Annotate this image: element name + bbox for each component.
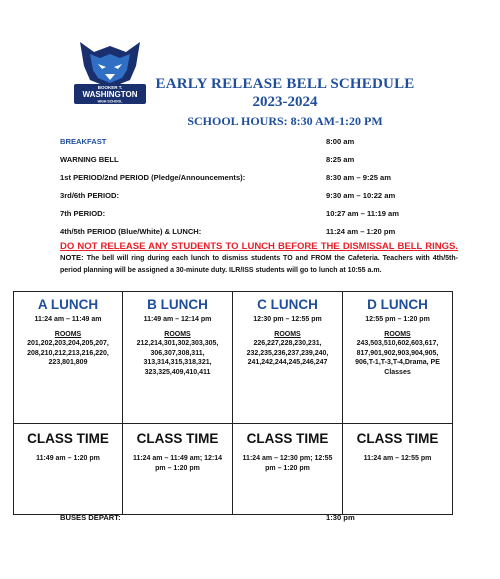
- schedule-time: 11:24 am – 1:20 pm: [326, 227, 396, 236]
- lunch-grid: [13, 291, 453, 515]
- schedule-time: 8:00 am: [326, 137, 355, 146]
- schedule-row-warning-bell: [60, 151, 460, 169]
- schedule-row-period-1-2: [60, 169, 460, 187]
- class-time-value: 11:24 am – 12:30 pm; 12:55 pm – 1:20 pm: [242, 455, 333, 472]
- lunch-name: A LUNCH: [37, 297, 99, 312]
- rooms-list: 201,202,203,204,205,207, 208,210,212,213,216,220, 223,801,809: [27, 340, 109, 366]
- class-time-heading: CLASS TIME: [356, 431, 439, 446]
- buses-label: BUSES DEPART:: [60, 513, 121, 522]
- schedule-row-breakfast: [60, 133, 460, 151]
- dismissal-notice: [60, 241, 458, 276]
- title-line-1: EARLY RELEASE BELL SCHEDULE: [155, 76, 415, 92]
- period-schedule: [60, 133, 460, 241]
- class-time-cell-b: [123, 424, 233, 514]
- schedule-label: WARNING BELL: [60, 155, 119, 164]
- lunch-cell-a: [14, 292, 123, 424]
- schedule-label: 1st PERIOD/2nd PERIOD (Pledge/Announcements):: [60, 173, 246, 182]
- class-time-heading: CLASS TIME: [246, 431, 329, 446]
- lunch-cell-d: [343, 292, 452, 424]
- logo-text-line2: WASHINGTON: [82, 90, 138, 99]
- logo-text-line3: HIGH SCHOOL: [97, 99, 123, 104]
- note-label: NOTE:: [60, 253, 84, 262]
- rooms-list: 243,503,510,602,603,617, 817,901,902,903,904,905, 906,T-1,T-3,T-4,Drama, PE Classes: [355, 340, 440, 376]
- class-time-cell-a: [14, 424, 123, 514]
- class-time-value: 11:24 am – 12:55 pm: [363, 455, 432, 462]
- schedule-row-period-4-5-lunch: [60, 223, 460, 241]
- rooms-heading: ROOMS: [384, 331, 411, 338]
- rooms-list: 212,214,301,302,303,305, 306,307,308,311, 313,314,315,318,321, 323,325,409,410,411: [136, 340, 219, 376]
- title-line-3: SCHOOL HOURS: 8:30 AM-1:20 PM: [187, 114, 383, 128]
- lunch-time: 11:49 am – 12:14 pm: [143, 316, 212, 323]
- schedule-label: 4th/5th PERIOD (Blue/White) & LUNCH:: [60, 227, 202, 236]
- buses-time: 1:30 pm: [326, 513, 355, 522]
- lunch-time: 12:55 pm – 1:20 pm: [365, 316, 430, 323]
- lunch-time: 11:24 am – 11:49 am: [34, 316, 102, 323]
- logo-text-line1: BOOKER T.: [97, 85, 123, 90]
- lunch-name: D LUNCH: [367, 297, 428, 312]
- schedule-title: [120, 76, 450, 129]
- schedule-row-period-7: [60, 205, 460, 223]
- schedule-time: 8:30 am – 9:25 am: [326, 173, 392, 182]
- class-time-cell-c: [233, 424, 343, 514]
- schedule-time: 10:27 am – 11:19 am: [326, 209, 400, 218]
- lunch-name: B LUNCH: [147, 297, 208, 312]
- class-time-heading: CLASS TIME: [27, 431, 109, 446]
- rooms-heading: ROOMS: [274, 331, 301, 338]
- lunch-name: C LUNCH: [257, 297, 318, 312]
- rooms-heading: ROOMS: [164, 331, 191, 338]
- class-time-value: 11:49 am – 1:20 pm: [36, 455, 100, 462]
- class-time-value: 11:24 am – 11:49 am; 12:14 pm – 1:20 pm: [132, 455, 223, 472]
- title-line-2: 2023-2024: [252, 94, 318, 110]
- dismissal-warning: DO NOT RELEASE ANY STUDENTS TO LUNCH BEFORE THE DISMISSAL BELL RINGS.: [60, 241, 458, 252]
- rooms-heading: ROOMS: [54, 331, 82, 338]
- lunch-cell-b: [123, 292, 233, 424]
- class-time-heading: CLASS TIME: [136, 431, 219, 446]
- rooms-list: 226,227,228,230,231, 232,235,236,237,239,240, 241,242,244,245,246,247: [246, 340, 329, 366]
- schedule-label: 3rd/6th PERIOD:: [60, 191, 120, 200]
- schedule-row-period-3-6: [60, 187, 460, 205]
- schedule-label: 7th PERIOD:: [60, 209, 106, 218]
- schedule-time: 8:25 am: [326, 155, 355, 164]
- class-time-cell-d: [343, 424, 452, 514]
- note-text: The bell will ring during each lunch to dismiss students TO and FROM the Cafeteria. Teachers with 4th/5th-period planning will be assigned a 30-minute duty. ILR/ISS students will go to lunch at 10:55 a.m.: [60, 255, 458, 274]
- lunch-cell-c: [233, 292, 343, 424]
- schedule-time: 9:30 am – 10:22 am: [326, 191, 396, 200]
- schedule-label: BREAKFAST: [60, 137, 107, 146]
- lunch-time: 12:30 pm – 12:55 pm: [253, 316, 322, 323]
- buses-depart-row: [60, 513, 460, 522]
